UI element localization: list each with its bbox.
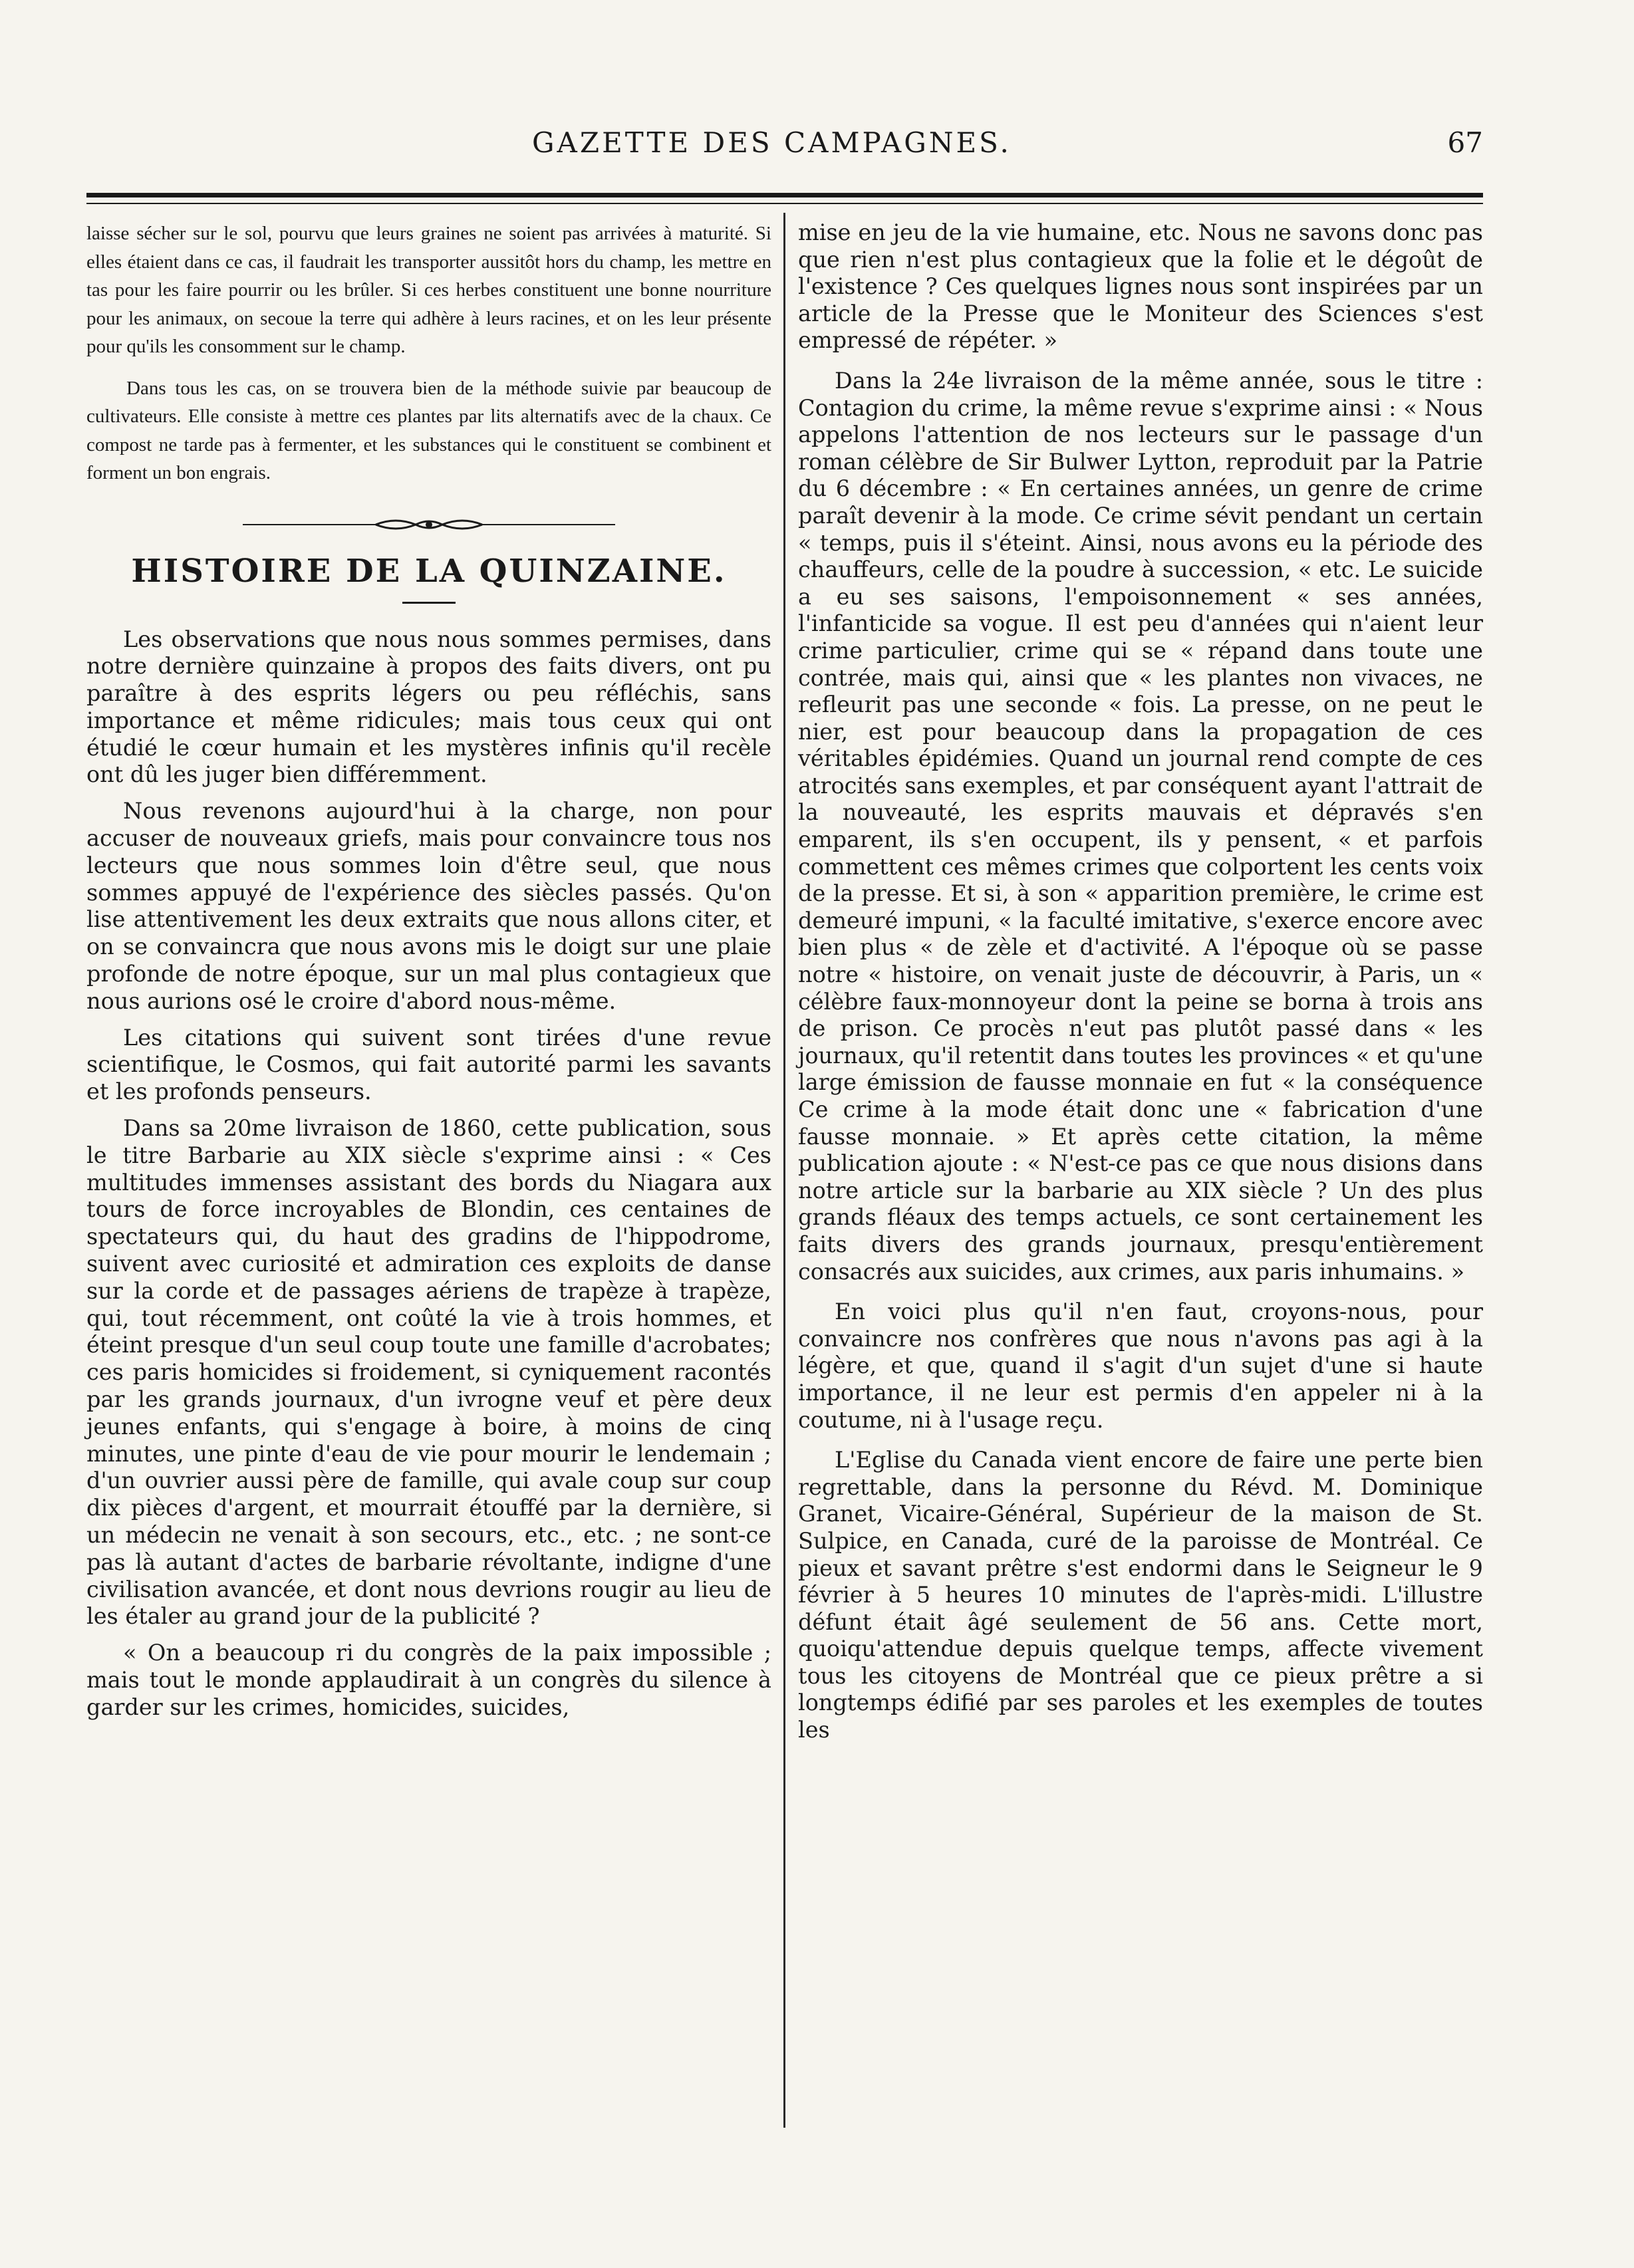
ornament-divider-icon [243, 517, 615, 533]
running-title: GAZETTE DES CAMPAGNES. [532, 126, 1012, 159]
header-rule-thick [86, 193, 1483, 197]
right-paragraph-4: L'Eglise du Canada vient encore de faire une perte bien regrettable, dans la personne du Révd. M. Dominique Granet, Vicaire-Général, Supérieur de la maison de St. Sulpice, en Canada, curé de la paroisse de Montréal. Ce pieux et savant prêtre s'est endormi dans le Seigneur le 9 février à 5 heures 10 minutes de l'après-midi. L'illustre défunt était âgé seulement de 56 ans. Cette mort, quoiqu'attendue depuis quelque temps, affecte vivement tous les citoyens de Montréal que ce pieux prêtre a si longtemps édifié par ses paroles et les exemples de toutes les [798, 1447, 1483, 1743]
page-number: 67 [1447, 126, 1483, 159]
heading-rule [402, 602, 456, 604]
header-rule-thin [86, 203, 1483, 204]
agri-paragraph-1: laisse sécher sur le sol, pourvu que leurs graines ne soient pas arrivées à maturité. Si elles étaient dans ce cas, il faudrait les transporter aussitôt hors du champ, les mettre en tas pour les faire pourrir ou les brûler. Si ces herbes constituent une bonne nourriture pour les animaux, on secoue la terre qui adhère à leurs racines, et on les leur présente pour qu'ils les consomment sur le champ. [86, 223, 771, 357]
history-paragraph-5: « On a beaucoup ri du congrès de la paix impossible ; mais tout le monde applaudirait à un congrès du silence à garder sur les crimes, homicides, suicides, [86, 1640, 771, 1720]
right-column [798, 219, 1483, 1757]
history-paragraph-2: Nous revenons aujourd'hui à la charge, non pour accuser de nouveaux griefs, mais pour convaincre tous nos lecteurs que nous sommes loin d'être seul, que nous sommes appuyé de l'expérience des siècles passés. Qu'on lise attentivement les deux extraits que nous allons citer, et on se convaincra que nous avons mis le doigt sur une plaie profonde de notre époque, sur un mal plus contagieux que nous aurions osé le croire d'abord nous-même. [86, 798, 771, 1014]
history-paragraph-4: Dans sa 20me livraison de 1860, cette publication, sous le titre Barbarie au XIX siècle s'exprime ainsi : « Ces multitudes immenses assistant des bords du Niagara aux tours de force incroyables de Blondin, ces centaines de spectateurs qui, du haut des gradins de l'hippodrome, suivent avec curiosité et admiration ces exploits de danse sur la corde et de passages aériens de trapèze à trapèze, qui, tout récemment, ont coûté la vie à trois hommes, et éteint presque d'un seul coup toute une famille d'acrobates; ces paris homicides si froidement, si cyniquement racontés par les grands journaux, d'un ivrogne veuf et père deux jeunes enfants, qui s'engage à boire, à moins de cinq minutes, une pinte d'eau de vie pour mourir le lendemain ; d'un ouvrier aussi père de famille, qui avale coup sur coup dix pièces d'argent, et mourrait étouffé par la dernière, si un médecin ne venait à son secours, etc., etc. ; ne sont-ce pas là autant d'actes de barbarie révoltante, indigne d'une civilisation avancée, et dont nous devrions rougir au lieu de les étaler au grand jour de la publicité ? [86, 1115, 771, 1630]
right-paragraph-2: Dans la 24e livraison de la même année, sous le titre : Contagion du crime, la même revue s'exprime ainsi : « Nous appelons l'attention de nos lecteurs sur le passage d'un roman célèbre de Sir Bulwer Lytton, reproduit par la Patrie du 6 décembre : « En certaines années, un genre de crime paraît devenir à la mode. Ce crime sévit pendant un certain « temps, puis il s'éteint. Ainsi, nous avons eu la période des chauffeurs, celle de la poudre à succession, « etc. Le suicide a eu ses saisons, l'empoisonnement « ses années, l'infanticide sa vogue. Il est peu d'années qui n'aient leur crime particulier, crime qui se « répand dans toute une contrée, mais qui, ainsi que « les plantes non vivaces, ne refleurit pas une seconde « fois. La presse, on ne peut le nier, est pour beaucoup dans la propagation de ces véritables épidémies. Quand un journal rend compte de ces atrocités sans exemples, et par conséquent ayant l'attrait de la nouveauté, les esprits mauvais et dépravés s'en emparent, ils s'en occupent, ils y pensent, « et parfois commettent ces mêmes crimes que colportent les cents voix de la presse. Et si, à son « apparition première, le crime est demeuré impuni, « la faculté imitative, s'exerce encore avec bien plus « de zèle et d'activité. A l'époque où se passe notre « histoire, on venait juste de découvrir, à Paris, un « célèbre faux-monnoyeur dont la peine se borna à trois ans de prison. Ce procès n'eut pas plutôt passé dans « les journaux, qu'il retentit dans toutes les provinces « et qu'une large émission de fausse monnaie en fut « la conséquence Ce crime à la mode était donc une « fabrication d'une fausse monnaie. » Et après cette citation, la même publication ajoute : « N'est-ce pas ce que nous disions dans notre article sur la barbarie au XIX siècle ? Un des plus grands fléaux des temps actuels, ce sont certainement les faits divers des grands journaux, presqu'entièrement consacrés aux suicides, aux crimes, aux paris inhumains. » [798, 367, 1483, 1285]
section-heading: HISTOIRE DE LA QUINZAINE. [131, 552, 727, 590]
history-paragraph-1: Les observations que nous nous sommes permises, dans notre dernière quinzaine à propos des faits divers, ont pu paraître à des esprits légers ou peu réfléchis, sans importance et même ridicules; mais tous ceux qui ont étudié le cœur humain et les mystères infinis qu'il recèle ont dû les juger bien différemment. [86, 626, 771, 788]
right-paragraph-3: En voici plus qu'il n'en faut, croyons-nous, pour convaincre nos confrères que nous n'avons pas agi à la légère, et que, quand il s'agit d'un sujet d'une si haute importance, il ne leur est permis d'en appeler ni à la coutume, ni à l'usage reçu. [798, 1299, 1483, 1433]
left-column [86, 219, 771, 1731]
right-paragraph-1: mise en jeu de la vie humaine, etc. Nous ne savons donc pas que rien n'est plus contagieux que la folie et le dégoût de l'existence ? Ces quelques lignes nous sont inspirées par un article de la Presse que le Moniteur des Sciences s'est empressé de répéter. » [798, 219, 1483, 354]
column-divider [783, 213, 785, 2128]
page-header [86, 126, 1483, 166]
history-paragraph-3: Les citations qui suivent sont tirées d'une revue scientifique, le Cosmos, qui fait autorité parmi les savants et les profonds penseurs. [86, 1024, 771, 1105]
agri-paragraph-2: Dans tous les cas, on se trouvera bien de la méthode suivie par beaucoup de cultivateurs. Elle consiste à mettre ces plantes par lits alternatifs avec de la chaux. Ce compost ne tarde pas à fermenter, et les substances qui le constituent se combinent et forment un bon engrais. [86, 377, 771, 483]
